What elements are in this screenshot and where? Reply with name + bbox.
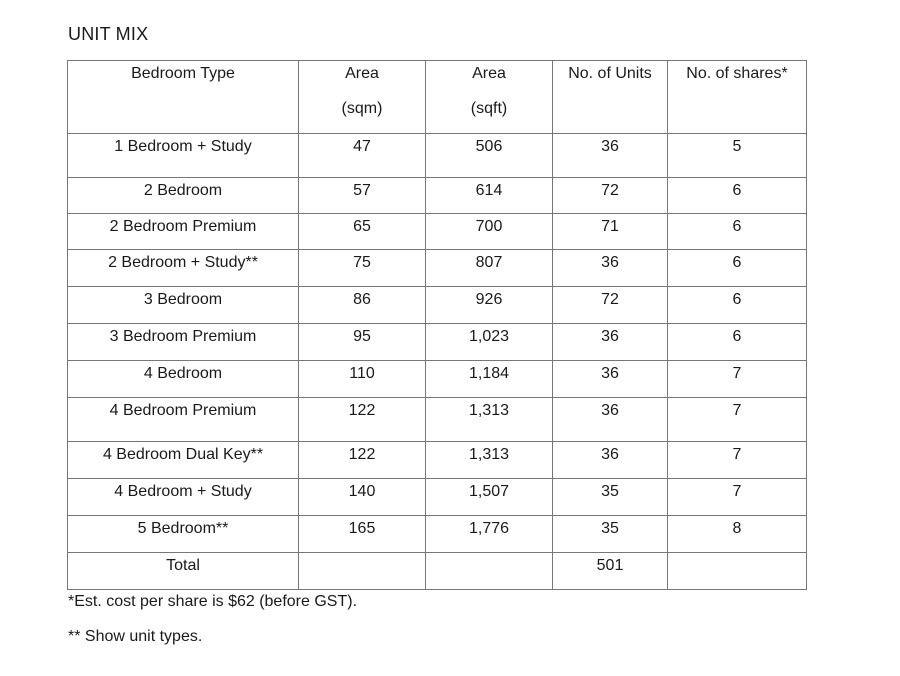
cell-units: 36 xyxy=(553,398,668,442)
cell-shares: 8 xyxy=(668,516,807,553)
cell-bedroom-type: 4 Bedroom xyxy=(68,361,299,398)
cell-area-sqft: 926 xyxy=(426,287,553,324)
cell-area-sqft: 506 xyxy=(426,134,553,178)
cell-units: 72 xyxy=(553,287,668,324)
cell-area-sqm: 95 xyxy=(299,324,426,361)
table-row xyxy=(68,324,807,361)
table-row xyxy=(68,398,807,442)
cell-shares: 5 xyxy=(668,134,807,178)
cell-shares: 6 xyxy=(668,250,807,287)
header-area-sqft: Area (sqft) xyxy=(426,61,553,134)
cell-bedroom-type: 3 Bedroom Premium xyxy=(68,324,299,361)
cell-shares: 6 xyxy=(668,287,807,324)
cell-shares: 6 xyxy=(668,324,807,361)
cell-bedroom-type: 5 Bedroom** xyxy=(68,516,299,553)
cell-area-sqft: 1,313 xyxy=(426,442,553,479)
cell-area-sqm: 140 xyxy=(299,479,426,516)
table-row xyxy=(68,134,807,178)
cell-area-sqm: 122 xyxy=(299,398,426,442)
header-no-of-units: No. of Units xyxy=(553,61,668,134)
cell-area-sqm: 122 xyxy=(299,442,426,479)
cell-area-sqft: 614 xyxy=(426,178,553,214)
cell-area-sqft: 700 xyxy=(426,214,553,250)
cell-area-sqm: 86 xyxy=(299,287,426,324)
unit-mix-table xyxy=(67,60,807,590)
table-row xyxy=(68,442,807,479)
cell-units: 35 xyxy=(553,479,668,516)
footnote-share-cost: *Est. cost per share is $62 (before GST). xyxy=(68,593,358,610)
cell-units: 36 xyxy=(553,134,668,178)
cell-area-sqft: 1,507 xyxy=(426,479,553,516)
cell-area-sqm: 65 xyxy=(299,214,426,250)
cell-shares: 7 xyxy=(668,479,807,516)
table-row xyxy=(68,479,807,516)
table-header-row xyxy=(68,61,807,134)
total-units: 501 xyxy=(553,553,668,590)
table-row xyxy=(68,178,807,214)
cell-area-sqft: 1,313 xyxy=(426,398,553,442)
table-row xyxy=(68,250,807,287)
cell-bedroom-type: 2 Bedroom + Study** xyxy=(68,250,299,287)
cell-bedroom-type: 3 Bedroom xyxy=(68,287,299,324)
cell-shares: 7 xyxy=(668,361,807,398)
cell-bedroom-type: 4 Bedroom Premium xyxy=(68,398,299,442)
cell-bedroom-type: 2 Bedroom xyxy=(68,178,299,214)
header-no-of-shares: No. of shares* xyxy=(668,61,807,134)
total-sqm xyxy=(299,553,426,590)
cell-area-sqm: 110 xyxy=(299,361,426,398)
footnote-show-units: ** Show unit types. xyxy=(68,628,203,645)
cell-shares: 7 xyxy=(668,442,807,479)
header-area-sqm: Area (sqm) xyxy=(299,61,426,134)
cell-units: 36 xyxy=(553,250,668,287)
cell-bedroom-type: 2 Bedroom Premium xyxy=(68,214,299,250)
cell-area-sqft: 1,776 xyxy=(426,516,553,553)
cell-area-sqm: 57 xyxy=(299,178,426,214)
page-title: UNIT MIX xyxy=(68,24,149,44)
cell-shares: 6 xyxy=(668,178,807,214)
cell-shares: 6 xyxy=(668,214,807,250)
table-row xyxy=(68,361,807,398)
cell-area-sqft: 807 xyxy=(426,250,553,287)
total-label: Total xyxy=(68,553,299,590)
cell-area-sqft: 1,023 xyxy=(426,324,553,361)
cell-units: 71 xyxy=(553,214,668,250)
cell-units: 35 xyxy=(553,516,668,553)
cell-units: 36 xyxy=(553,361,668,398)
cell-bedroom-type: 4 Bedroom + Study xyxy=(68,479,299,516)
table-row xyxy=(68,214,807,250)
cell-units: 36 xyxy=(553,324,668,361)
cell-area-sqm: 75 xyxy=(299,250,426,287)
table-row xyxy=(68,287,807,324)
total-row xyxy=(68,553,807,590)
cell-bedroom-type: 4 Bedroom Dual Key** xyxy=(68,442,299,479)
cell-area-sqm: 47 xyxy=(299,134,426,178)
cell-area-sqft: 1,184 xyxy=(426,361,553,398)
table-row xyxy=(68,516,807,553)
cell-area-sqm: 165 xyxy=(299,516,426,553)
header-bedroom-type: Bedroom Type xyxy=(68,61,299,134)
total-sqft xyxy=(426,553,553,590)
total-shares xyxy=(668,553,807,590)
cell-shares: 7 xyxy=(668,398,807,442)
cell-bedroom-type: 1 Bedroom + Study xyxy=(68,134,299,178)
cell-units: 36 xyxy=(553,442,668,479)
cell-units: 72 xyxy=(553,178,668,214)
